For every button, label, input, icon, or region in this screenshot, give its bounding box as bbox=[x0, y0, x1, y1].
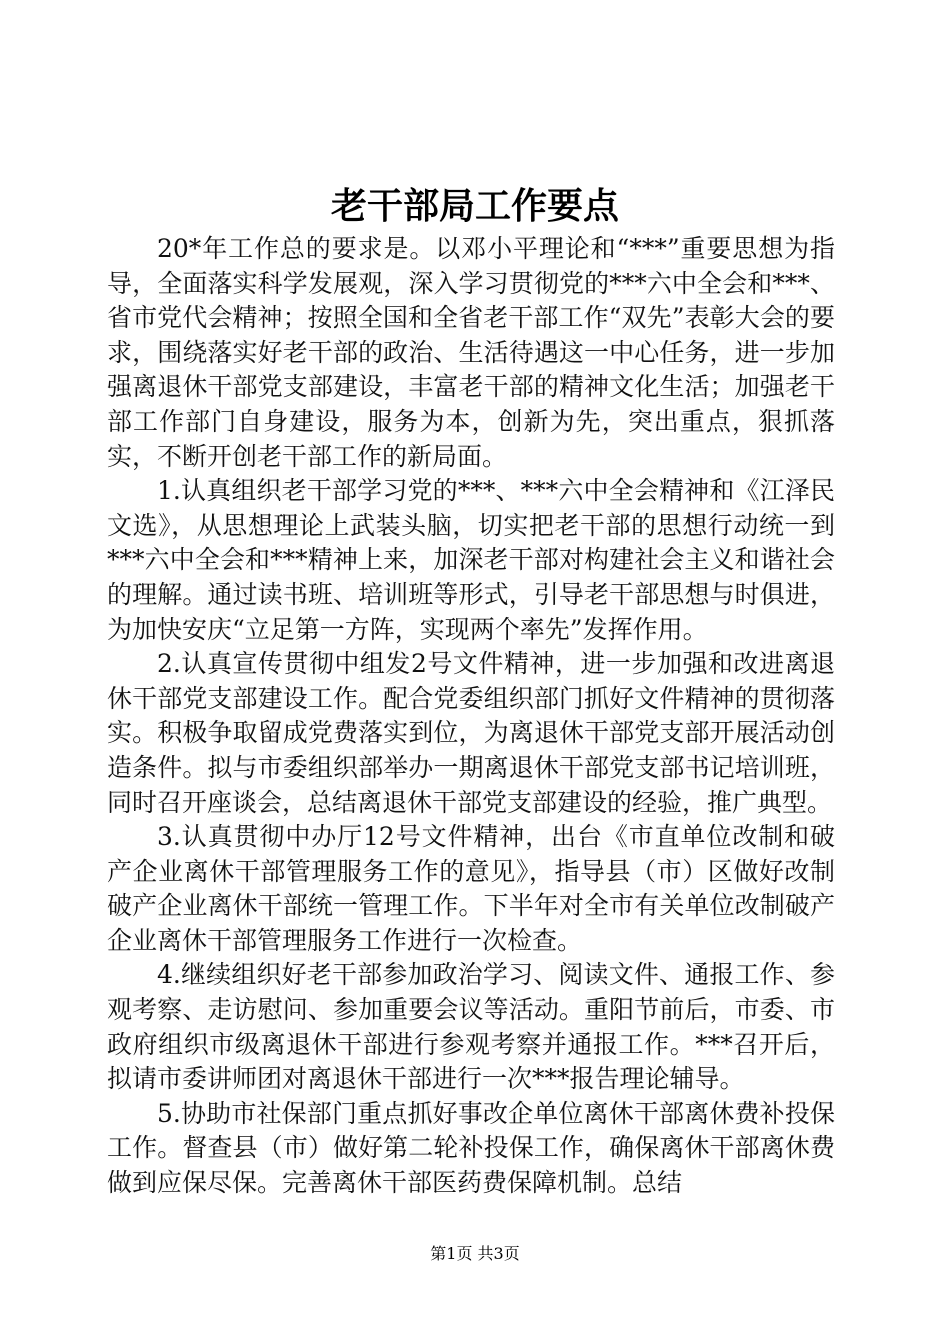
item-paragraph-2: 2.认真宣传贯彻中组发2号文件精神，进一步加强和改进离退休干部党支部建设工作。配合党委组织部门抓好文件精神的贯彻落实。积极争取留成党费落实到位，为离退休干部党支部开展活动创造条件。拟与市委组织部举办一期离退休干部党支部书记培训班，同时召开座谈会，总结离退休干部党支部建设的经验，推广典型。 bbox=[107, 649, 835, 817]
item-paragraph-3: 3.认真贯彻中办厅12号文件精神，出台《市直单位改制和破产企业离休干部管理服务工作的意见》，指导县（市）区做好改制破产企业离休干部统一管理工作。下半年对全市有关单位改制破产企业离休干部管理服务工作进行一次检查。 bbox=[107, 822, 835, 955]
item-paragraph-1: 1.认真组织老干部学习党的***、***六中全会精神和《江泽民文选》，从思想理论上武装头脑，切实把老干部的思想行动统一到***六中全会和***精神上来，加深老干部对构建社会主义和谐社会的理解。通过读书班、培训班等形式，引导老干部思想与时俱进，为加快安庆“立足第一方阵，实现两个率先”发挥作用。 bbox=[107, 476, 835, 644]
item-paragraph-4: 4.继续组织好老干部参加政治学习、阅读文件、通报工作、参观考察、走访慰问、参加重要会议等活动。重阳节前后，市委、市政府组织市级离退休干部进行参观考察并通报工作。***召开后，拟请市委讲师团对离退休干部进行一次***报告理论辅导。 bbox=[107, 960, 835, 1094]
item-paragraph-5: 5.协助市社保部门重点抓好事改企单位离休干部离休费补投保工作。督查县（市）做好第二轮补投保工作，确保离休干部离休费做到应保尽保。完善离休干部医药费保障机制。总结 bbox=[107, 1098, 835, 1198]
intro-paragraph: 20*年工作总的要求是。以邓小平理论和“***”重要思想为指导，全面落实科学发展观，深入学习贯彻党的***六中全会和***、省市党代会精神；按照全国和全省老干部工作“双先”表彰大会的要求，围绕落实好老干部的政治、生活待遇这一中心任务，进一步加强离退休干部党支部建设，丰富老干部的精神文化生活；加强老干部工作部门自身建设，服务为本，创新为先，突出重点，狠抓落实，不断开创老干部工作的新局面。 bbox=[107, 234, 835, 471]
page-footer: 第1页 共3页 bbox=[430, 1244, 520, 1263]
document-title: 老干部局工作要点 bbox=[330, 185, 619, 227]
document-body bbox=[107, 232, 835, 1201]
